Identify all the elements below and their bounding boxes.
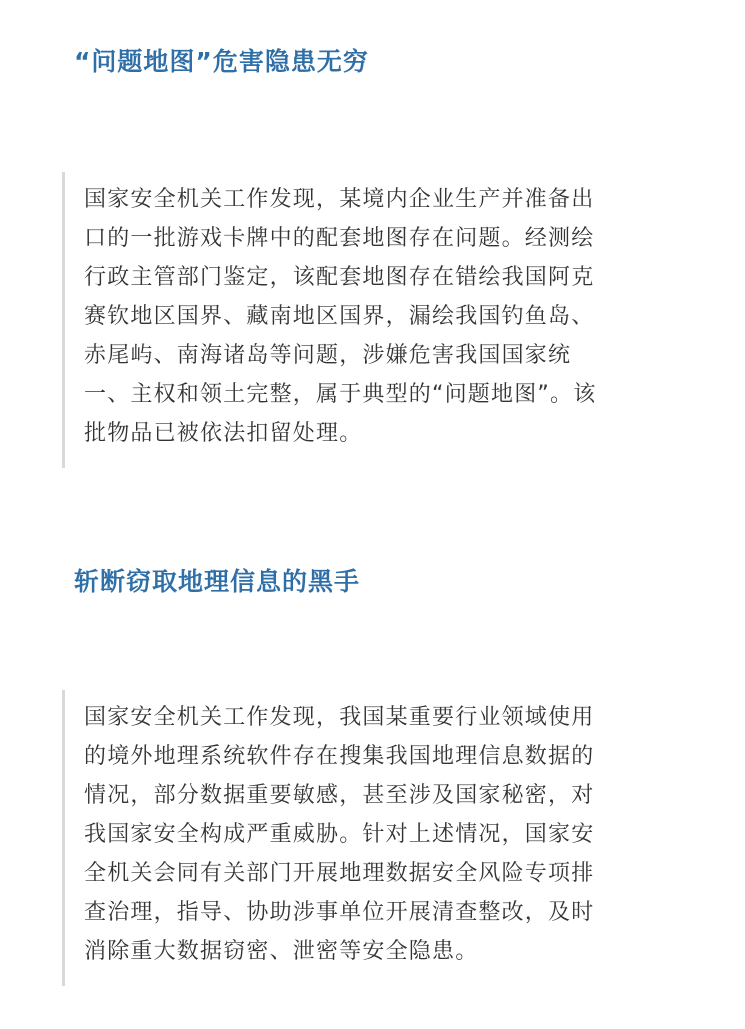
paragraph-problem-map <box>84 180 684 453</box>
text-line: 全机关会同有关部门开展地理数据安全风险专项排 <box>84 861 595 886</box>
section-heading-geo-info: 斩断窃取地理信息的黑手 <box>74 567 361 596</box>
text-line: 赛钦地区国界、藏南地区国界，漏绘我国钓鱼岛、 <box>84 304 595 329</box>
paragraph-geo-info <box>84 698 684 971</box>
text-line: 国家安全机关工作发现，某境内企业生产并准备出 <box>84 187 595 212</box>
text-line: 行政主管部门鉴定，该配套地图存在错绘我国阿克 <box>84 265 595 290</box>
text-line: 消除重大数据窃密、泄密等安全隐患。 <box>84 939 479 964</box>
section-heading-problem-map: “问题地图”危害隐患无穷 <box>74 47 369 76</box>
blockquote-geo-info <box>62 690 682 986</box>
text-line: 国家安全机关工作发现，我国某重要行业领域使用 <box>84 705 595 730</box>
text-line: 一、主权和领土完整，属于典型的“问题地图”。该 <box>84 382 597 407</box>
text-line: 情况，部分数据重要敏感，甚至涉及国家秘密，对 <box>84 783 595 808</box>
text-line: 查治理，指导、协助涉事单位开展清查整改，及时 <box>84 900 595 925</box>
blockquote-problem-map <box>62 172 682 468</box>
text-line: 口的一批游戏卡牌中的配套地图存在问题。经测绘 <box>84 226 595 251</box>
text-line: 我国家安全构成严重威胁。针对上述情况，国家安 <box>84 822 595 847</box>
text-line: 批物品已被依法扣留处理。 <box>84 421 363 446</box>
text-line: 赤尾屿、南海诸岛等问题，涉嫌危害我国国家统 <box>84 343 572 368</box>
text-line: 的境外地理系统软件存在搜集我国地理信息数据的 <box>84 744 595 769</box>
